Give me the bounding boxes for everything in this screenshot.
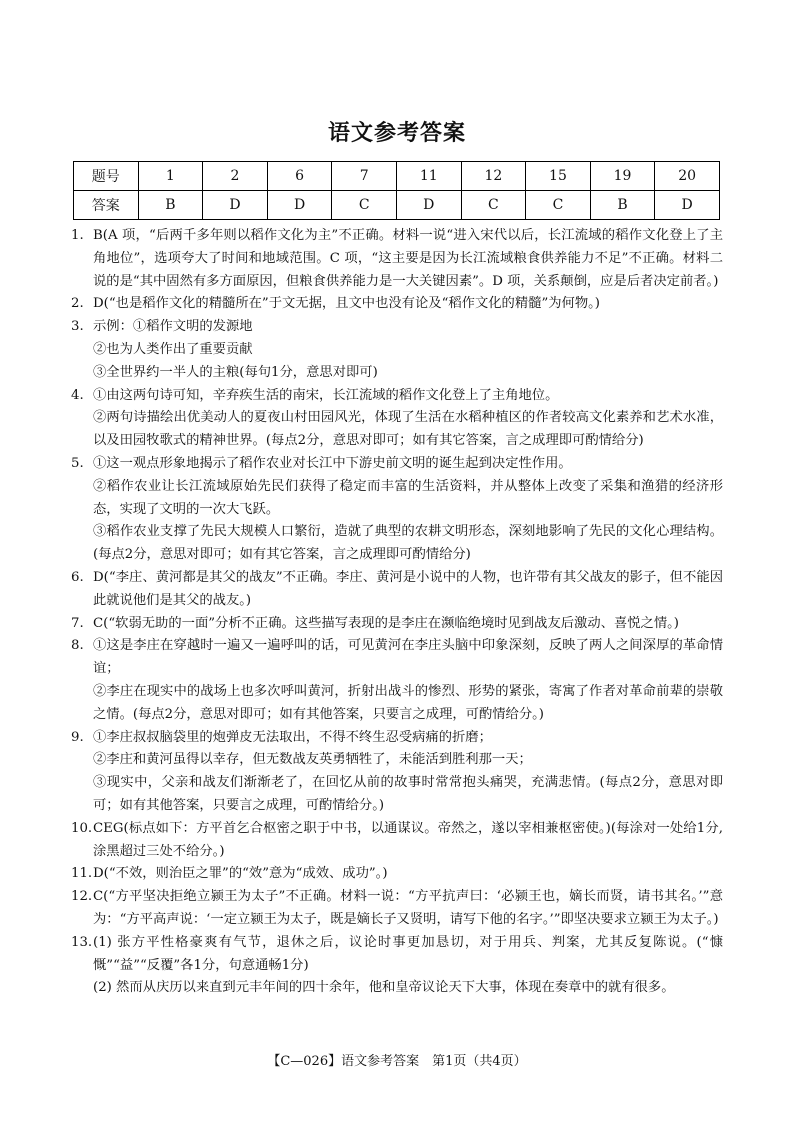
item-number: 6. xyxy=(71,569,84,585)
answer-cell: C xyxy=(526,191,591,220)
answer-item-9 xyxy=(71,727,723,818)
answer-item-3 xyxy=(71,316,723,384)
answer-item-10 xyxy=(71,818,723,864)
answer-item-7 xyxy=(71,613,723,636)
question-number-cell: 11 xyxy=(396,162,461,191)
answer-item-12 xyxy=(71,886,723,932)
item-number: 11. xyxy=(71,866,93,882)
item-number: 1. xyxy=(71,228,84,243)
explanation-text: ①由这两句诗可知，辛弃疾生活的南宋，长江流域的稻作文化登上了主角地位。 xyxy=(93,387,559,403)
question-number-cell: 2 xyxy=(203,162,268,191)
answer-item-5 xyxy=(71,453,723,567)
item-number: 4. xyxy=(71,387,84,403)
answer-explanations xyxy=(71,225,723,1000)
item-number: 8. xyxy=(71,638,84,654)
explanation-text: ①这一观点形象地揭示了稻作农业对长江中下游史前文明的诞生起到决定性作用。 xyxy=(93,455,572,471)
item-number: 7. xyxy=(71,615,84,631)
answer-item-11 xyxy=(71,863,723,886)
page-footer: 【C—026】语文参考答案 第1页（共4页） xyxy=(267,1054,527,1069)
question-number-cell: 20 xyxy=(655,162,720,191)
answer-item-13 xyxy=(71,932,723,1000)
explanation-text: ③全世界约一半人的主粮(每句1分，意思对即可) xyxy=(93,364,378,380)
explanation-text: ②李庄和黄河虽得以幸存，但无数战友英勇牺牲了，未能活到胜利那一天； xyxy=(93,752,532,768)
question-number-cell: 15 xyxy=(526,162,591,191)
explanation-text: ②两句诗描绘出优美动人的夏夜山村田园风光，体现了生活在水稻种植区的作者较高文化素养和艺术水准，以及田园牧歌式的精神世界。(每点2分，意思对即可；如有其它答案，言之成理即可酌情给分) xyxy=(93,410,723,449)
explanation-text: B(A 项，“后两千多年则以稻作文化为主”不正确。材料一说“进入宋代以后，长江流域的稻作文化登上了主角地位”，选项夸大了时间和地域范围。C 项，“这主要是因为长江流域粮食供养能力不足”不正确。材料二说的是“其中固然有多方面原因，但粮食供养能力是一大关键因素”。D 项，关系颠倒，应是后者决定前者。) xyxy=(93,228,723,289)
explanation-text: D(“不效，则治臣之罪”的“效”意为“成效、成功”。) xyxy=(93,866,388,882)
question-number-cell: 6 xyxy=(267,162,332,191)
explanation-text: ①这是李庄在穿越时一遍又一遍呼叫的话，可见黄河在李庄头脑中印象深刻，反映了两人之间深厚的革命情谊； xyxy=(93,638,723,677)
row-header-question: 题号 xyxy=(74,162,139,191)
explanation-text: D(“也是稻作文化的精髓所在”于文无据，且文中也没有论及“稻作文化的精髓”为何物。) xyxy=(93,296,600,312)
answer-cell: D xyxy=(396,191,461,220)
answer-item-1 xyxy=(71,225,723,293)
question-number-row xyxy=(74,162,720,191)
answer-cell: D xyxy=(203,191,268,220)
explanation-text: (2) 然而从庆历以来直到元丰年间的四十余年，他和皇帝议论天下大事，体现在奏章中的就有很多。 xyxy=(93,980,675,996)
question-number-cell: 1 xyxy=(138,162,203,191)
explanation-text: C(“方平坚决拒绝立颍王为太子”不正确。材料一说：“方平抗声曰：‘必颍王也，嫡长而贤，请书其名。’”意为：“方平高声说：‘一定立颍王为太子，既是嫡长子又贤明，请写下他的名字。’”即坚决要求立颍王为太子。) xyxy=(93,889,723,927)
row-header-answer: 答案 xyxy=(74,191,139,220)
answer-item-2 xyxy=(71,293,723,316)
answer-item-4 xyxy=(71,385,723,453)
item-number: 9. xyxy=(71,729,84,745)
answer-cell: B xyxy=(590,191,655,220)
explanation-text: ②李庄在现实中的战场上也多次呼叫黄河，折射出战斗的惨烈、形势的紧张，寄寓了作者对革命前辈的崇敬之情。(每点2分，意思对即可；如有其他答案，只要言之成理，可酌情给分。) xyxy=(93,683,723,722)
page-title: 语文参考答案 xyxy=(327,120,466,146)
explanation-text: D(“李庄、黄河都是其父的战友”不正确。李庄、黄河是小说中的人物，也许带有其父战友的影子，但不能因此就说他们是其父的战友。) xyxy=(93,569,723,608)
answer-cell: C xyxy=(461,191,526,220)
explanation-text: ①李庄叔叔脑袋里的炮弹皮无法取出，不得不终生忍受病痛的折磨； xyxy=(93,729,492,745)
answer-cell: D xyxy=(267,191,332,220)
explanation-text: ③现实中，父亲和战友们渐渐老了，在回忆从前的故事时常常抱头痛哭，充满悲情。(每点2分，意思对即可；如有其他答案，只要言之成理，可酌情给分。) xyxy=(93,775,723,813)
answer-cell: C xyxy=(332,191,397,220)
item-number: 5. xyxy=(71,455,84,471)
explanation-text: ②稻作农业让长江流域原始先民们获得了稳定而丰富的生活资料，并从整体上改变了采集和渔猎的经济形态，实现了文明的一次大飞跃。 xyxy=(93,478,723,517)
explanation-text: ②也为人类作出了重要贡献 xyxy=(93,341,253,357)
answer-table xyxy=(73,161,720,220)
explanation-text: (1) 张方平性格豪爽有气节，退休之后，议论时事更加恳切，对于用兵、判案，尤其反复陈说。(“慷慨”“益”“反覆”各1分，句意通畅1分) xyxy=(93,934,723,973)
item-number: 2. xyxy=(71,296,84,312)
question-number-cell: 12 xyxy=(461,162,526,191)
answer-item-6 xyxy=(71,567,723,613)
explanation-text: ③稻作农业支撑了先民大规模人口繁衍，造就了典型的农耕文明形态，深刻地影响了先民的文化心理结构。(每点2分，意思对即可；如有其它答案，言之成理即可酌情给分) xyxy=(93,524,723,563)
explanation-text: CEG(标点如下：方平首乞合枢密之职于中书，以通谋议。帝然之，遂以宰相兼枢密使。)(每涂对一处给1分,涂黑超过三处不给分。) xyxy=(93,820,723,859)
explanation-text: 示例：①稻作文明的发源地 xyxy=(93,319,253,335)
question-number-cell: 7 xyxy=(332,162,397,191)
answer-row xyxy=(74,191,720,220)
answer-item-8 xyxy=(71,635,723,726)
answer-cell: D xyxy=(655,191,720,220)
question-number-cell: 19 xyxy=(590,162,655,191)
item-number: 3. xyxy=(71,319,84,335)
answer-cell: B xyxy=(138,191,203,220)
item-number: 10. xyxy=(71,820,93,836)
item-number: 12. xyxy=(71,889,93,905)
explanation-text: C(“软弱无助的一面”分析不正确。这些描写表现的是李庄在濒临绝境时见到战友后激动、喜悦之情。) xyxy=(93,615,679,631)
item-number: 13. xyxy=(71,934,93,950)
